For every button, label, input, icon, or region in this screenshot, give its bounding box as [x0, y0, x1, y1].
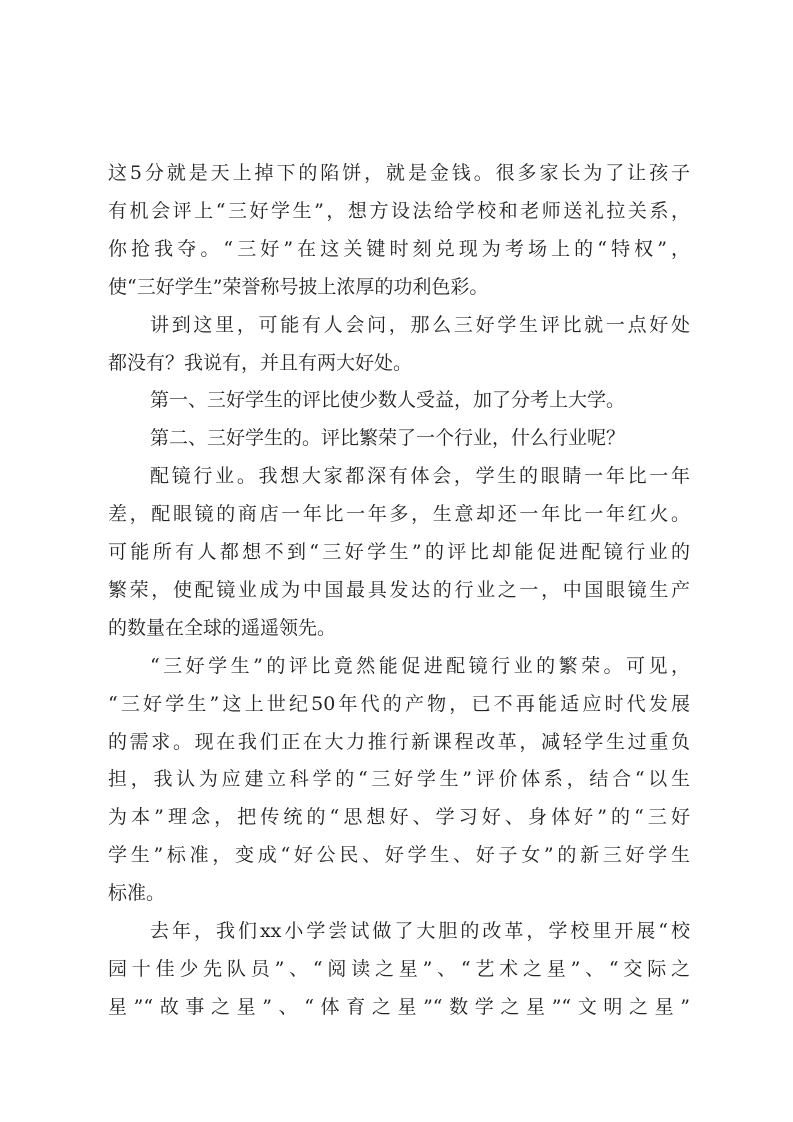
text-line: “三好学生”的评比竟然能促进配镜行业的繁荣。可见，: [150, 654, 690, 677]
text-line: “三好学生”这上世纪50年代的产物，已不再能适应时代发展: [108, 692, 690, 715]
text-line: 去年，我们xx小学尝试做了大胆的改革，学校里开展“校: [150, 920, 690, 942]
text-line: 繁荣，使配镜业成为中国最具发达的行业之一，中国眼镜生产: [108, 578, 690, 601]
text-line: 差，配眼镜的商店一年比一年多，生意却还一年比一年红火。: [108, 503, 690, 526]
text-line: 都没有？我说有，并且有两大好处。: [108, 351, 413, 374]
text-line: 可能所有人都想不到“三好学生”的评比却能促进配镜行业的: [108, 541, 690, 563]
text-line: 第二、三好学生的。评比繁荣了一个行业，什么行业呢？: [150, 427, 626, 450]
text-line: 担，我认为应建立科学的“三好学生”评价体系，结合“以生: [108, 768, 690, 791]
text-line: 配镜行业。我想大家都深有体会，学生的眼睛一年比一年: [150, 465, 690, 488]
text-line: 的需求。现在我们正在大力推行新课程改革，减轻学生过重负: [108, 730, 690, 753]
text-line: 使“三好学生”荣誉称号披上浓厚的功利色彩。: [108, 275, 489, 298]
text-line: 讲到这里，可能有人会问，那么三好学生评比就一点好处: [150, 313, 690, 336]
text-line: 的数量在全球的遥遥领先。: [108, 616, 337, 639]
text-line: 你抢我夺。“三好”在这关键时刻兑现为考场上的“特权”，: [108, 237, 690, 260]
text-line: 标准。: [108, 882, 166, 905]
text-line: 有机会评上“三好学生”，想方设法给学校和老师送礼拉关系，: [108, 199, 690, 222]
text-line: 为本”理念，把传统的“思想好、学习好、身体好”的“三好: [108, 806, 690, 829]
text-line: 星”“故事之星”、“体育之星”“数学之星”“文明之星”: [108, 995, 690, 1018]
text-line: 这5分就是天上掉下的陷饼，就是金钱。很多家长为了让孩子: [108, 162, 690, 184]
text-line: 园十佳少先队员”、“阅读之星”、“艺术之星”、“交际之: [108, 957, 690, 980]
text-line: 第一、三好学生的评比使少数人受益，加了分考上大学。: [150, 389, 626, 412]
text-line: 学生”标准，变成“好公民、好学生、好子女”的新三好学生: [108, 844, 690, 867]
